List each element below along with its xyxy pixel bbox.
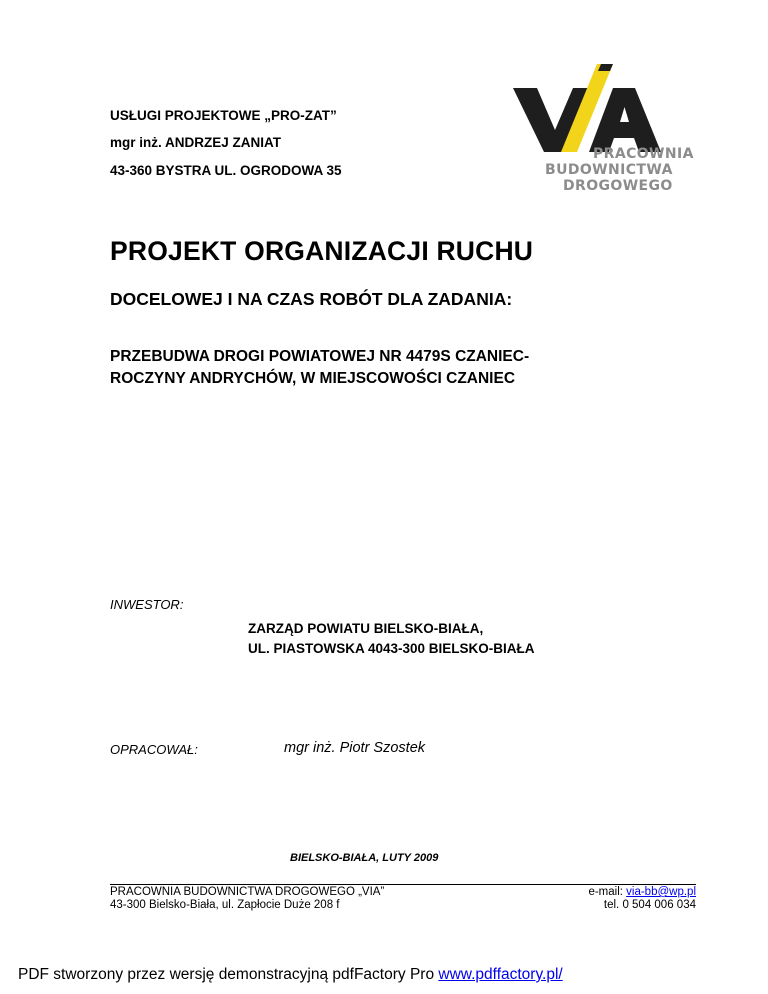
investor-line-2: UL. PIASTOWSKA 4043-300 BIELSKO-BIAŁA bbox=[248, 641, 535, 656]
footer-divider bbox=[110, 884, 696, 885]
prepared-label: OPRACOWAŁ: bbox=[110, 742, 198, 757]
investor-line-1: ZARZĄD POWIATU BIELSKO-BIAŁA, bbox=[248, 621, 484, 636]
logo-word-3: DROGOWEGO bbox=[563, 178, 673, 194]
pdf-banner-text: PDF stworzony przez wersję demonstracyjną pdfFactory Pro bbox=[18, 966, 435, 983]
place-date: BIELSKO-BIAŁA, LUTY 2009 bbox=[290, 852, 439, 864]
company-owner: mgr inż. ANDRZEJ ZANIAT bbox=[110, 135, 281, 150]
via-logo bbox=[513, 64, 713, 194]
pdf-banner-link[interactable]: www.pdffactory.pl/ bbox=[438, 966, 563, 983]
footer-address: 43-300 Bielsko-Biała, ul. Zapłocie Duże 208 f bbox=[110, 899, 340, 911]
footer-left bbox=[110, 886, 384, 912]
investor-label: INWESTOR: bbox=[110, 597, 184, 612]
footer-email-label: e-mail: bbox=[588, 886, 623, 898]
logo-word-1: PRACOWNIA bbox=[593, 146, 694, 162]
task-description bbox=[110, 346, 630, 390]
document-title: PROJEKT ORGANIZACJI RUCHU bbox=[110, 236, 534, 266]
investor-details bbox=[248, 619, 535, 659]
pdf-banner bbox=[18, 966, 563, 984]
document-subtitle: DOCELOWEJ I NA CZAS ROBÓT DLA ZADANIA: bbox=[110, 289, 513, 309]
footer-phone: tel. 0 504 006 034 bbox=[603, 899, 696, 911]
author-name: mgr inż. Piotr Szostek bbox=[284, 740, 426, 756]
task-line-1: PRZEBUDWA DROGI POWIATOWEJ NR 4479S CZANIEC- bbox=[110, 348, 530, 365]
footer-email-link[interactable]: via-bb@wp.pl bbox=[626, 886, 696, 898]
company-address: 43-360 BYSTRA UL. OGRODOWA 35 bbox=[110, 163, 342, 178]
footer-email-row bbox=[588, 886, 696, 899]
company-name: USŁUGI PROJEKTOWE „PRO-ZAT” bbox=[110, 108, 337, 123]
task-line-2: ROCZYNY ANDRYCHÓW, W MIEJSCOWOŚCI CZANIEC bbox=[110, 370, 516, 387]
logo-word-2: BUDOWNICTWA bbox=[545, 162, 673, 178]
footer-right bbox=[588, 886, 696, 912]
footer-company: PRACOWNIA BUDOWNICTWA DROGOWEGO „VIA” bbox=[110, 886, 385, 898]
